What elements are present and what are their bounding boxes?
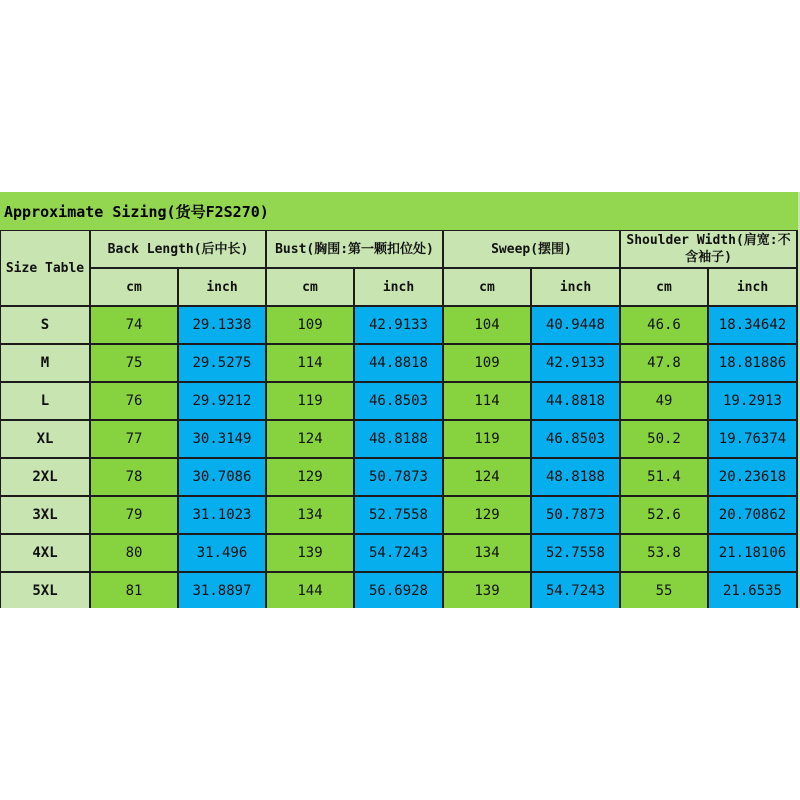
inch-value-cell: 54.7243 <box>532 573 619 608</box>
inch-value-cell: 44.8818 <box>532 383 619 419</box>
cm-value-cell: 139 <box>267 535 353 571</box>
cm-value-cell: 124 <box>444 459 530 495</box>
inch-value-cell: 54.7243 <box>355 535 442 571</box>
inch-value-cell: 30.3149 <box>179 421 265 457</box>
column-group-header: Back Length(后中长) <box>91 231 265 267</box>
size-label: XL <box>1 421 89 457</box>
cm-value-cell: 76 <box>91 383 177 419</box>
size-table-corner-label: Size Table <box>1 231 89 305</box>
cm-value-cell: 139 <box>444 573 530 608</box>
inch-value-cell: 40.9448 <box>532 307 619 343</box>
inch-value-cell: 42.9133 <box>355 307 442 343</box>
inch-value-cell: 31.8897 <box>179 573 265 608</box>
inch-value-cell: 29.5275 <box>179 345 265 381</box>
cm-value-cell: 78 <box>91 459 177 495</box>
cm-value-cell: 77 <box>91 421 177 457</box>
cm-value-cell: 104 <box>444 307 530 343</box>
inch-value-cell: 31.496 <box>179 535 265 571</box>
inch-value-cell: 44.8818 <box>355 345 442 381</box>
inch-value-cell: 31.1023 <box>179 497 265 533</box>
inch-value-cell: 18.81886 <box>709 345 796 381</box>
size-chart <box>0 192 800 608</box>
inch-value-cell: 29.9212 <box>179 383 265 419</box>
unit-header: cm <box>91 269 177 305</box>
cm-value-cell: 53.8 <box>621 535 707 571</box>
inch-value-cell: 56.6928 <box>355 573 442 608</box>
inch-value-cell: 29.1338 <box>179 307 265 343</box>
cm-value-cell: 51.4 <box>621 459 707 495</box>
inch-value-cell: 52.7558 <box>355 497 442 533</box>
inch-value-cell: 50.7873 <box>532 497 619 533</box>
cm-value-cell: 80 <box>91 535 177 571</box>
inch-value-cell: 19.2913 <box>709 383 796 419</box>
size-label: M <box>1 345 89 381</box>
inch-value-cell: 48.8188 <box>532 459 619 495</box>
inch-value-cell: 42.9133 <box>532 345 619 381</box>
unit-header: cm <box>444 269 530 305</box>
unit-header: inch <box>179 269 265 305</box>
inch-value-cell: 48.8188 <box>355 421 442 457</box>
inch-value-cell: 46.8503 <box>355 383 442 419</box>
column-group-header: Shoulder Width(肩宽:不含袖子) <box>621 231 796 267</box>
unit-header: cm <box>267 269 353 305</box>
cm-value-cell: 109 <box>444 345 530 381</box>
inch-value-cell: 20.23618 <box>709 459 796 495</box>
cm-value-cell: 52.6 <box>621 497 707 533</box>
size-label: 3XL <box>1 497 89 533</box>
unit-header: inch <box>709 269 796 305</box>
cm-value-cell: 119 <box>267 383 353 419</box>
column-group-header: Bust(胸围:第一颗扣位处) <box>267 231 442 267</box>
size-label: 2XL <box>1 459 89 495</box>
inch-value-cell: 50.7873 <box>355 459 442 495</box>
size-label: 4XL <box>1 535 89 571</box>
unit-header: inch <box>355 269 442 305</box>
cm-value-cell: 47.8 <box>621 345 707 381</box>
cm-value-cell: 79 <box>91 497 177 533</box>
inch-value-cell: 20.70862 <box>709 497 796 533</box>
inch-value-cell: 21.18106 <box>709 535 796 571</box>
inch-value-cell: 30.7086 <box>179 459 265 495</box>
cm-value-cell: 109 <box>267 307 353 343</box>
cm-value-cell: 144 <box>267 573 353 608</box>
size-label: S <box>1 307 89 343</box>
cm-value-cell: 114 <box>267 345 353 381</box>
cm-value-cell: 134 <box>267 497 353 533</box>
cm-value-cell: 119 <box>444 421 530 457</box>
cm-value-cell: 46.6 <box>621 307 707 343</box>
cm-value-cell: 129 <box>267 459 353 495</box>
unit-header: cm <box>621 269 707 305</box>
size-chart-title: Approximate Sizing(货号F2S270) <box>0 192 800 230</box>
inch-value-cell: 21.6535 <box>709 573 796 608</box>
column-group-header: Sweep(摆围) <box>444 231 619 267</box>
size-label: 5XL <box>1 573 89 608</box>
inch-value-cell: 19.76374 <box>709 421 796 457</box>
cm-value-cell: 49 <box>621 383 707 419</box>
inch-value-cell: 46.8503 <box>532 421 619 457</box>
cm-value-cell: 124 <box>267 421 353 457</box>
cm-value-cell: 74 <box>91 307 177 343</box>
cm-value-cell: 129 <box>444 497 530 533</box>
unit-header: inch <box>532 269 619 305</box>
size-label: L <box>1 383 89 419</box>
inch-value-cell: 18.34642 <box>709 307 796 343</box>
cm-value-cell: 75 <box>91 345 177 381</box>
cm-value-cell: 55 <box>621 573 707 608</box>
inch-value-cell: 52.7558 <box>532 535 619 571</box>
cm-value-cell: 134 <box>444 535 530 571</box>
cm-value-cell: 114 <box>444 383 530 419</box>
cm-value-cell: 50.2 <box>621 421 707 457</box>
cm-value-cell: 81 <box>91 573 177 608</box>
